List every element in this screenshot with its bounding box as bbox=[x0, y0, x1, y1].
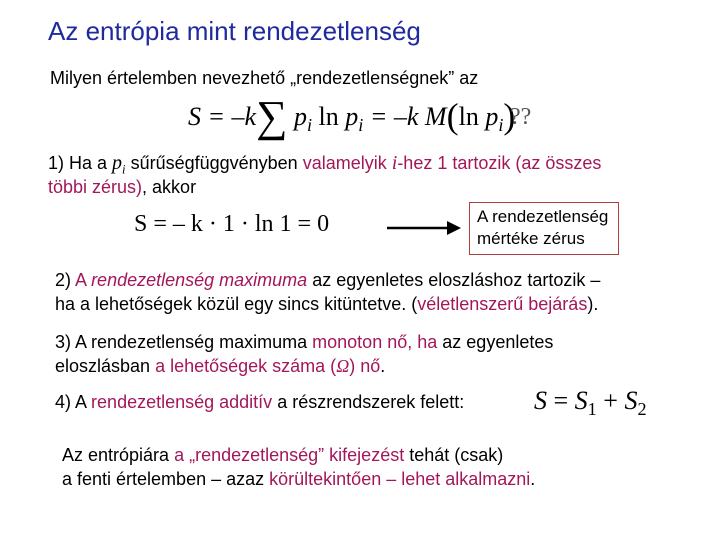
concl-line2-a: a fenti értelemben – azaz bbox=[62, 469, 265, 489]
formula-p2: p bbox=[345, 102, 359, 131]
intro-text: Milyen értelemben nevezhető „rendezetlenségnek” az bbox=[50, 68, 479, 88]
concl-line2-end: . bbox=[530, 469, 536, 489]
item3-line2-red: a lehetőségek száma ( bbox=[155, 356, 337, 376]
concl-a: Az entrópiára bbox=[62, 445, 170, 465]
item4-post: a részrendszerek felett: bbox=[277, 392, 465, 412]
page-title: Az entrópia mint rendezetlenség bbox=[48, 16, 421, 46]
formula-sub-i3: i bbox=[498, 115, 504, 136]
add-sub2: 2 bbox=[637, 399, 647, 420]
formula-p: p bbox=[293, 102, 307, 131]
formula-S: S bbox=[188, 102, 201, 131]
item2-red-a: A bbox=[75, 270, 87, 290]
item1-red2: -hez 1 tartozik (az összes bbox=[397, 153, 602, 173]
item3-post1: az egyenletes bbox=[442, 332, 554, 352]
item1-i: i bbox=[391, 152, 398, 174]
zero-entropy-formula: S = – k · 1 · ln 1 = 0 bbox=[134, 211, 330, 237]
additivity-formula bbox=[534, 386, 647, 420]
item3-line2-end: . bbox=[380, 356, 386, 376]
item3-red1: monoton nő, ha bbox=[312, 332, 438, 352]
add-eq: = bbox=[553, 386, 569, 415]
item2-line2-red: véletlenszerű bejárás bbox=[417, 294, 588, 314]
zero-measure-box bbox=[469, 202, 619, 255]
item4-line bbox=[55, 390, 464, 414]
omega-symbol: Ω bbox=[336, 356, 350, 376]
question-marks: ?? bbox=[510, 104, 532, 130]
item1-p: p bbox=[112, 152, 123, 174]
item2-pre: 2) bbox=[55, 270, 72, 290]
right-arrow-icon bbox=[385, 218, 463, 238]
formula-sub-i2: i bbox=[358, 115, 364, 136]
add-S2: S bbox=[624, 386, 638, 415]
item1-pre: 1) Ha a bbox=[48, 153, 108, 173]
item2-line2 bbox=[55, 292, 598, 316]
concl-line2-red: körültekintően – lehet alkalmazni bbox=[269, 469, 531, 489]
conclusion-line2 bbox=[62, 467, 535, 491]
item3-line1 bbox=[55, 330, 553, 354]
item3-line2-red2: ) nő bbox=[349, 356, 381, 376]
item3-line2 bbox=[55, 354, 385, 378]
formula-ln2: ln bbox=[458, 102, 479, 131]
item1-line2-red: többi zérus) bbox=[48, 177, 143, 197]
box-line2: mértéke zérus bbox=[477, 229, 585, 248]
conclusion-line1 bbox=[62, 443, 503, 467]
item1-sub-i: i bbox=[122, 162, 126, 177]
item3-line2-a: eloszlásban bbox=[55, 356, 151, 376]
item2-line2-a: ha a lehetőségek közül egy sincs kitüntetve. ( bbox=[55, 294, 418, 314]
add-sub1: 1 bbox=[587, 399, 597, 420]
item2-dash: – bbox=[590, 270, 601, 290]
item4-red: rendezetlenség additív bbox=[91, 392, 273, 412]
formula-eq-k: = –k bbox=[207, 102, 257, 131]
item1-red1: valamelyik bbox=[302, 153, 387, 173]
formula-sub-i: i bbox=[306, 115, 313, 136]
formula-M: M bbox=[424, 102, 447, 131]
add-plus: + bbox=[603, 386, 618, 415]
item1-mid: sűrűségfüggvényben bbox=[130, 153, 298, 173]
concl-b: tehát (csak) bbox=[409, 445, 504, 465]
formula-lparen: ( bbox=[446, 96, 459, 136]
sigma-symbol: ∑ bbox=[256, 92, 288, 141]
item1-line2 bbox=[48, 175, 196, 199]
item2-red-b: rendezetlenség maximuma bbox=[91, 270, 308, 290]
add-S: S bbox=[534, 386, 547, 415]
formula-p3: p bbox=[485, 102, 499, 131]
item2-line1 bbox=[55, 268, 600, 292]
item2-mid: az egyenletes eloszláshoz tartozik bbox=[312, 270, 586, 290]
formula-eq-k2: = –k bbox=[369, 102, 419, 131]
box-line1: A rendezetlenség bbox=[477, 207, 609, 226]
item4-pre: 4) A bbox=[55, 392, 87, 412]
formula-rparen: ) bbox=[503, 96, 516, 136]
entropy-formula bbox=[188, 92, 516, 145]
concl-red1: a „rendezetlenség” kifejezést bbox=[174, 445, 405, 465]
item1-line2-rest: , akkor bbox=[142, 177, 197, 197]
add-S1: S bbox=[574, 386, 588, 415]
item3-pre: 3) A rendezetlenség maximuma bbox=[55, 332, 308, 352]
formula-ln: ln bbox=[318, 102, 339, 131]
item2-line2-end: ). bbox=[587, 294, 599, 314]
